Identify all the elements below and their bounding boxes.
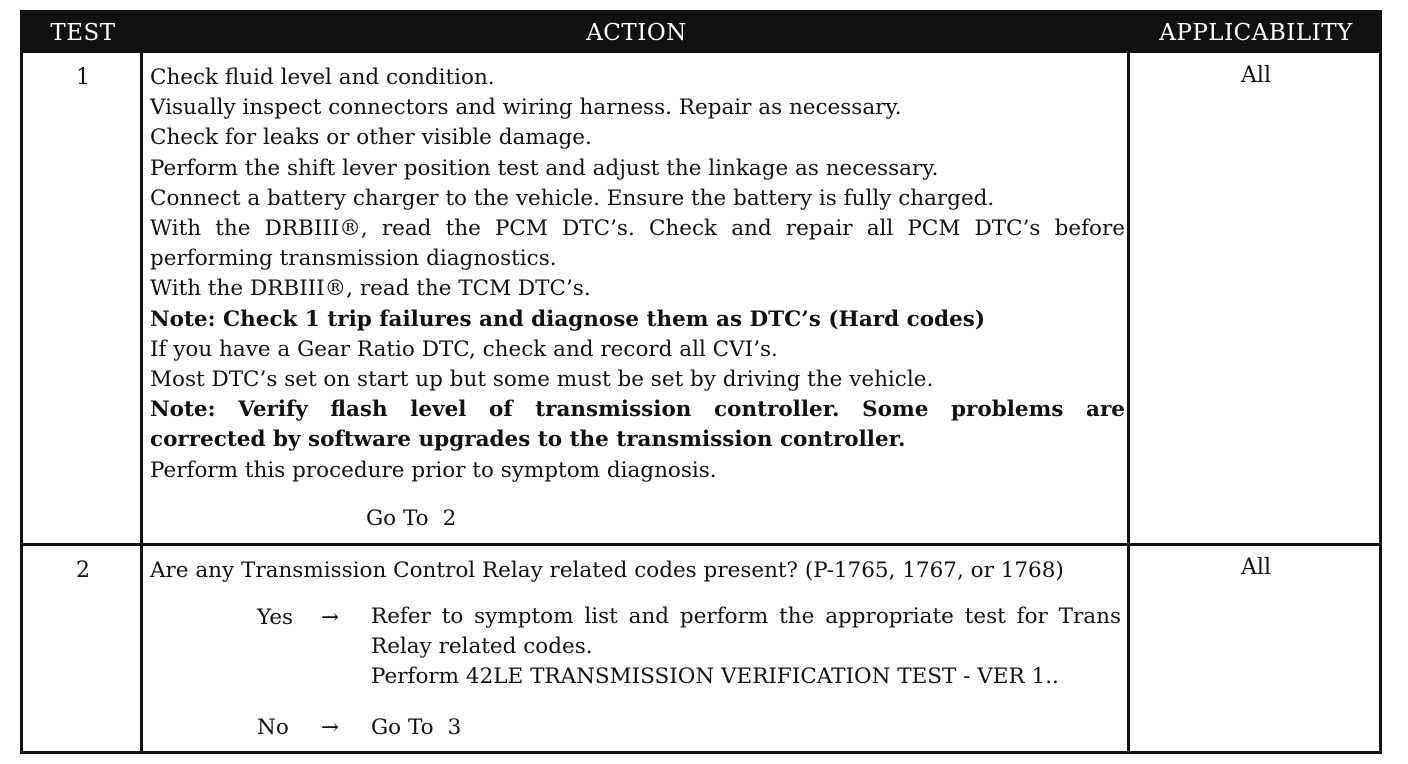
- goto-label: Go To: [366, 506, 429, 531]
- goto-label: Go To: [371, 715, 434, 740]
- note-line: Note: Check 1 trip failures and diagnose them as DTC’s (Hard codes): [150, 306, 986, 332]
- no-arrow-icon: →: [321, 715, 340, 740]
- action-line: Perform the shift lever position test and adjust the linkage as necessary.: [150, 155, 939, 181]
- question-text: [150, 556, 1125, 586]
- note-line: Note: Verify flash level of transmission controller. Some problems are: [150, 397, 1125, 423]
- row-divider: [23, 543, 1379, 546]
- column-divider-left: [140, 53, 143, 751]
- goto-step-2-link[interactable]: [366, 506, 456, 531]
- header-test: TEST: [50, 20, 116, 46]
- action-line: With the DRBIII®, read the PCM DTC’s. Check and repair all PCM DTC’s before: [150, 216, 1125, 242]
- no-label: No: [257, 715, 289, 740]
- yes-label: Yes: [257, 605, 294, 630]
- action-line: performing transmission diagnostics.: [150, 246, 557, 272]
- answer-line: Relay related codes.: [371, 634, 593, 660]
- yes-arrow-icon: →: [321, 605, 340, 630]
- header-applicability: APPLICABILITY: [1159, 20, 1353, 46]
- action-line: Check fluid level and condition.: [150, 65, 495, 90]
- diagnostic-table: [20, 10, 1382, 754]
- note-line: corrected by software upgrades to the transmission controller.: [150, 427, 906, 453]
- action-line: If you have a Gear Ratio DTC, check and record all CVI’s.: [150, 336, 778, 362]
- goto-number: 3: [447, 715, 462, 740]
- question-line: Are any Transmission Control Relay related codes present? (P-1765, 1767, or 1768): [150, 558, 1064, 583]
- action-line: Check for leaks or other visible damage.: [150, 125, 592, 151]
- test-number: 1: [76, 65, 90, 90]
- column-divider-right: [1127, 53, 1130, 751]
- yes-answer-text: [371, 602, 1121, 693]
- action-line: With the DRBIII®, read the TCM DTC’s.: [150, 276, 591, 302]
- goto-number: 2: [442, 506, 457, 531]
- applicability-value: All: [1241, 63, 1271, 88]
- test-number: 2: [76, 558, 90, 583]
- action-line: Most DTC’s set on start up but some must be set by driving the vehicle.: [150, 367, 934, 393]
- action-line: Visually inspect connectors and wiring harness. Repair as necessary.: [150, 95, 902, 121]
- header-action: ACTION: [586, 20, 687, 46]
- action-line: Connect a battery charger to the vehicle. Ensure the battery is fully charged.: [150, 185, 995, 211]
- action-line: Perform this procedure prior to symptom diagnosis.: [150, 457, 717, 483]
- goto-step-3-link[interactable]: [371, 715, 461, 740]
- answer-line: Perform 42LE TRANSMISSION VERIFICATION TEST - VER 1..: [371, 664, 1059, 690]
- answer-line: Refer to symptom list and perform the appropriate test for Trans: [371, 604, 1121, 629]
- action-text-test-1: [150, 63, 1125, 486]
- table-header: [23, 13, 1379, 53]
- applicability-value: All: [1241, 555, 1271, 580]
